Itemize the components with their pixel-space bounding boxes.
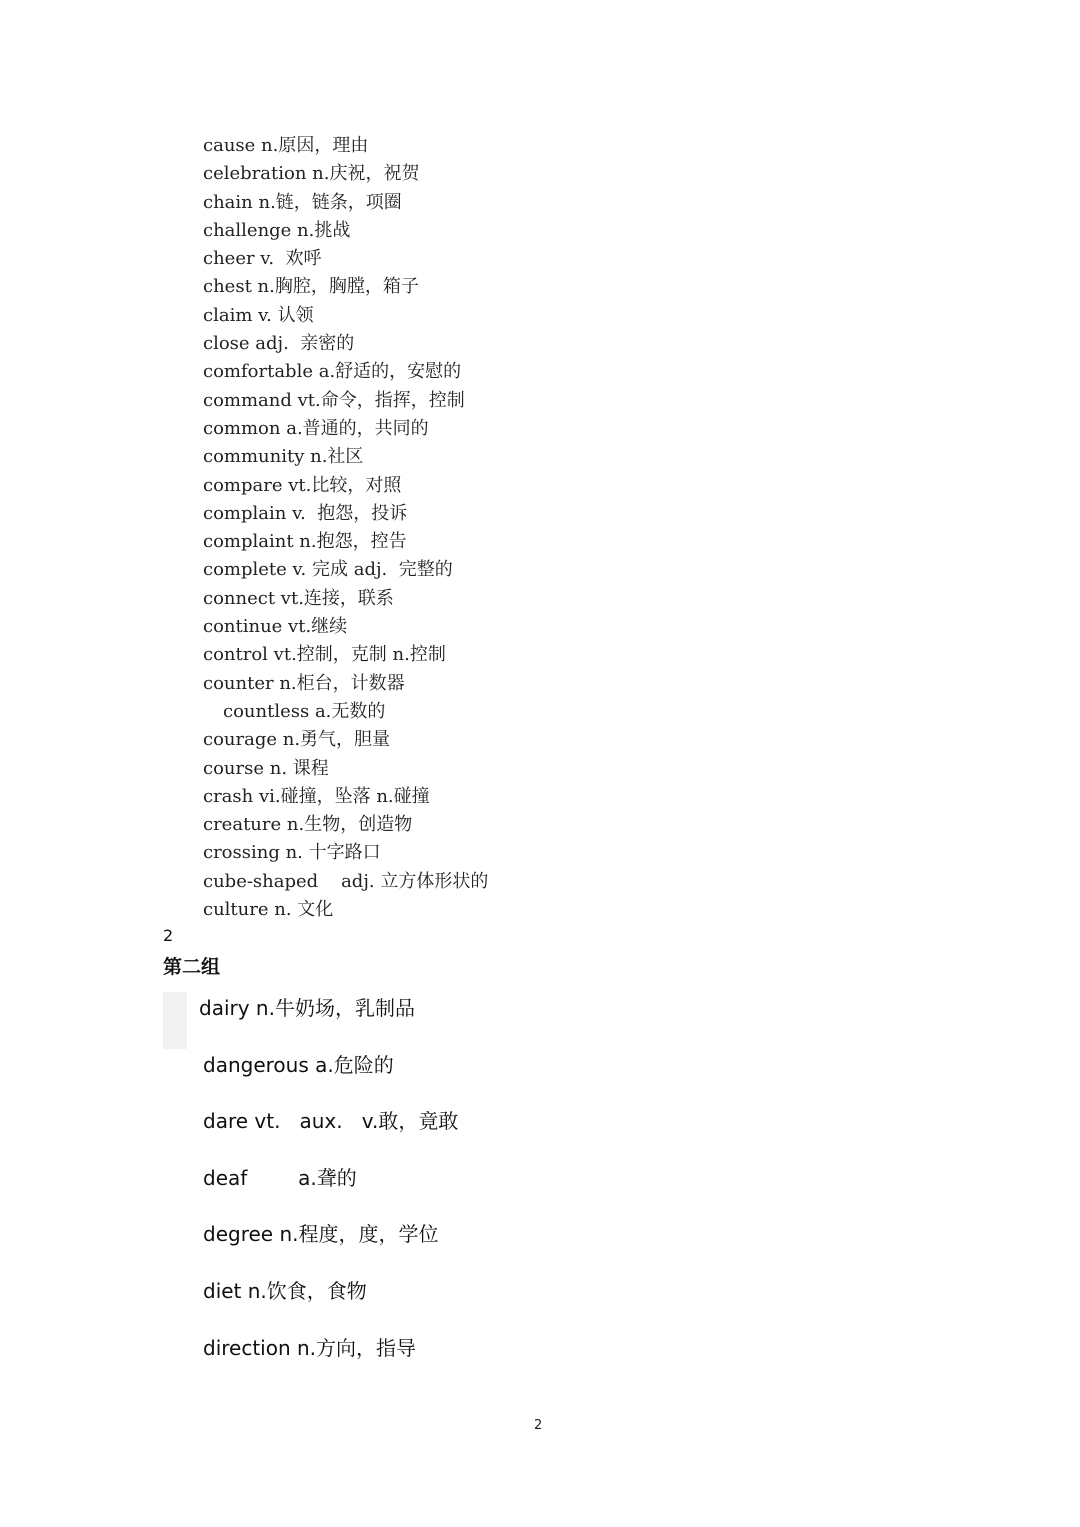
vocab-entry: command vt.命令，指挥，控制: [203, 389, 465, 411]
section-number: 2: [163, 926, 174, 945]
vocab-entry: counter n.柜台，计数器: [203, 672, 405, 694]
vocab-entry: complaint n.抱怨，控告: [203, 531, 407, 553]
vocab-entry: challenge n.挑战: [203, 219, 351, 241]
vocab-entry: degree n.程度，度，学位: [203, 1222, 439, 1247]
vocab-entry: cheer v. 欢呼: [203, 248, 322, 270]
vocab-entry: deaf a.聋的: [203, 1165, 357, 1190]
vocab-entry: celebration n.庆祝，祝贺: [203, 163, 420, 185]
vocabulary-list-group-one: [203, 132, 488, 924]
vocab-entry: course n. 课程: [203, 757, 329, 779]
vocab-entry: common a.普通的，共同的: [203, 417, 429, 439]
vocab-entry: crash vi.碰撞，坠落 n.碰撞: [203, 785, 430, 807]
vocab-entry: cause n.原因，理由: [203, 135, 369, 156]
vocab-entry: claim v. 认领: [203, 304, 314, 326]
vocab-entry: chain n.链，链条，项圈: [203, 191, 402, 213]
vocab-entry: complete v. 完成 adj. 完整的: [203, 559, 453, 581]
vocab-entry: close adj. 亲密的: [203, 333, 355, 355]
vocab-entry: community n.社区: [203, 446, 364, 468]
vocab-entry: creature n.生物，创造物: [203, 814, 413, 836]
vocab-entry: dare vt. aux. v.敢，竟敢: [203, 1109, 459, 1134]
group-title: 第二组: [163, 956, 221, 978]
vocab-entry: culture n. 文化: [203, 899, 334, 921]
vocab-entry: countless a.无数的: [223, 700, 386, 722]
vocabulary-list-group-two: [199, 992, 459, 1388]
vocab-entry: crossing n. 十字路口: [203, 842, 381, 864]
vocab-entry: courage n.勇气，胆量: [203, 729, 391, 751]
vocab-entry: comfortable a.舒适的，安慰的: [203, 361, 462, 383]
vocab-entry: complain v. 抱怨，投诉: [203, 502, 408, 524]
vocab-entry: compare vt.比较，对照: [203, 474, 402, 496]
vocab-entry: dairy n.牛奶场，乳制品: [163, 992, 458, 1049]
vocab-entry: diet n.饮食，食物: [203, 1278, 367, 1303]
vocab-entry: chest n.胸腔，胸膛，箱子: [203, 276, 419, 298]
vocab-entry: direction n.方向，指导: [203, 1335, 417, 1360]
page-number: 2: [534, 1418, 543, 1433]
vocab-entry: cube-shaped adj. 立方体形状的: [203, 870, 489, 892]
vocab-entry: continue vt.继续: [203, 616, 348, 638]
vocab-entry: connect vt.连接，联系: [203, 587, 394, 609]
vocab-entry: control vt.控制，克制 n.控制: [203, 644, 446, 666]
vocab-entry: dangerous a.危险的: [203, 1052, 394, 1077]
